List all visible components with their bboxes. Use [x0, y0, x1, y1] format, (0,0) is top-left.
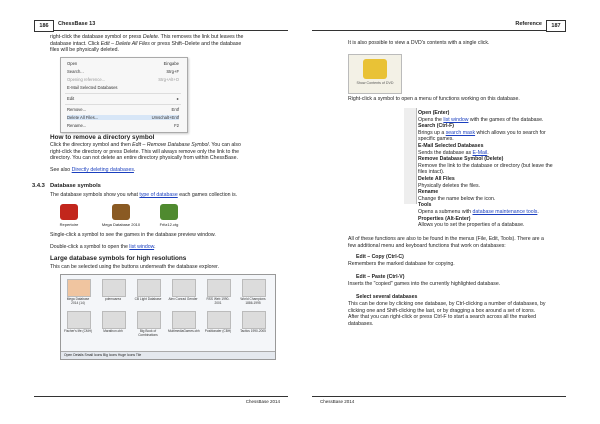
copy-text: Remembers the marked database for copying. — [348, 261, 455, 267]
paste-text: Inserts the "copied" games into the currently highlighted database. — [348, 281, 501, 287]
see-also-line: See also Directly deleting databases. — [50, 167, 136, 173]
right-page — [300, 0, 600, 424]
heading-copy: Edit – Copy (Ctrl-C) — [356, 254, 404, 260]
heading-paste: Edit – Paste (Ctrl-V) — [356, 274, 405, 280]
link-list-window[interactable]: list window — [443, 116, 469, 123]
page-number: 187 — [546, 20, 566, 32]
tile-label: Alex Conrad Gender — [168, 297, 198, 301]
remove-directory-paragraph: Click the directory symbol and then Edit – Remove Database Symbol. You can also right-click the directory or press Delete. This will always remove only the link to the directory. You can not delete an entire directory physically from within ChessBase. — [50, 142, 241, 162]
menu-item-remove[interactable]: Remove... Entf — [67, 107, 179, 112]
heading-large-symbols: Large database symbols for high resolutions — [50, 255, 187, 262]
double-click-text: Double-click a symbol to open the list window. — [50, 244, 156, 250]
database-tile-icon[interactable] — [172, 311, 196, 329]
tile-label: Tactics 1990-2005 — [240, 329, 266, 333]
icon-label: Mega Database 2010 — [101, 222, 141, 227]
single-click-text: Single-click a symbol to see the games in the database preview window. — [50, 232, 216, 238]
link-directly-deleting[interactable]: Directly deleting databases — [71, 167, 134, 173]
menu-item-search[interactable]: Search... Strg+F — [67, 69, 179, 74]
tile-label: Mega Database 2014 (14) — [66, 297, 90, 305]
section-title: Database symbols — [50, 183, 101, 189]
tile-label: MultimediaGames.cbh — [168, 329, 200, 333]
database-tile-icon[interactable] — [67, 279, 91, 297]
page-footer — [34, 396, 288, 405]
menu-item-email[interactable]: E-Mail Selected Databases — [67, 85, 118, 90]
symbols-paragraph: The database symbols show you what type of database each games collection is. — [50, 192, 238, 198]
page-header — [34, 20, 288, 31]
dvd-intro-text: It is also possible to view a DVD's contents with a single click. — [348, 40, 490, 46]
header-title: Reference — [515, 21, 542, 27]
database-tile-icon[interactable] — [102, 311, 126, 329]
heading-select-several: Select several databases — [356, 294, 418, 300]
tile-label: CB Light Database — [134, 297, 162, 301]
link-search-mask[interactable]: search mask — [445, 129, 476, 136]
database-tile-icon[interactable] — [242, 311, 266, 329]
function-list: Open (Enter) Opens the list window with the games of the database. Search (Ctrl-F) Brings up a search mask which allows you to search for specific games. E-Mail Selected Databases Sends the database as E-Mail. Remove Database Symbol (Delete) Remove the link to the database or directory (but leave the files intact). Delete All Files Physically deletes the files. Rename Change the name below the icon. Tools Opens a submenu with database maintenance tools. Properties (Alt-Enter) Allows you to set the properties of a database. — [418, 110, 553, 229]
intro-paragraph: right-click the database symbol or press Delete. This removes the link but leaves the database intact. Click Edit – Delete All Files or press Shift–Delete and the database files will be physically deleted. — [50, 34, 244, 54]
repertoire-database-icon[interactable] — [60, 204, 78, 220]
footer-text: ChessBase 2014 — [320, 399, 355, 404]
context-menu-strip — [404, 108, 417, 204]
tile-label: RSS Web 1990-2001 — [206, 297, 230, 305]
database-explorer-screenshot — [60, 274, 276, 360]
tile-label: Positionaler (CBH) — [204, 329, 232, 333]
show-dvd-contents-button[interactable] — [348, 54, 402, 94]
page-footer — [312, 396, 566, 405]
icon-label: Fritz12.ctg — [159, 222, 179, 227]
all-functions-paragraph: All of these functions are also to be found in the menus (File, Edit, Tools). There are a few additional menu and keyboard functions that work on databases: — [348, 236, 544, 249]
context-menu-screenshot — [60, 57, 188, 133]
tile-label: pdemoarea — [104, 297, 122, 301]
select-several-paragraph: This can be done by clicking one database, by Ctrl-clicking a number of databases, by clicking one and Shift-clicking the last, or by dragging a box around a set of icons. After that you can right-click or press Ctrl-F to start a search across all the marked databases. — [348, 301, 546, 327]
mega-database-icon[interactable] — [112, 204, 130, 220]
right-click-intro: Right-click a symbol to open a menu of functions working on this database. — [348, 96, 520, 102]
footer-text: ChessBase 2014 — [245, 399, 280, 404]
link-type-of-database[interactable]: type of database — [139, 192, 178, 198]
icon-label: Repertoire — [59, 222, 79, 227]
database-tile-icon[interactable] — [207, 279, 231, 297]
database-tile-icon[interactable] — [137, 311, 161, 329]
link-email[interactable]: E-Mail — [472, 149, 488, 156]
menu-item-delete-all-files[interactable]: Delete All Files... Umschalt+Entf — [67, 115, 179, 120]
database-tile-icon[interactable] — [102, 279, 126, 297]
tile-label: Marathon.cbh — [103, 329, 123, 333]
database-tile-icon[interactable] — [207, 311, 231, 329]
database-tile-icon[interactable] — [172, 279, 196, 297]
explorer-view-toolbar[interactable]: Open Details Small Icons Big Icons Huge Icons Tile — [61, 351, 275, 359]
page-number: 186 — [34, 20, 54, 32]
large-symbols-text: This can be selected using the buttons underneath the database explorer. — [50, 264, 219, 270]
fritz-book-icon[interactable] — [160, 204, 178, 220]
database-tile-icon[interactable] — [242, 279, 266, 297]
tile-label: Big Book of Combinations — [138, 329, 158, 337]
dvd-icon — [363, 59, 387, 79]
section-number: 3.4.3 — [32, 183, 45, 189]
menu-separator — [65, 93, 181, 94]
menu-item-edit[interactable]: Edit ▸ — [67, 96, 179, 101]
menu-item-open[interactable]: Open Eingabe — [67, 61, 179, 66]
database-tile-icon[interactable] — [137, 279, 161, 297]
menu-item-opening-reference[interactable]: Opening reference... Strg+Alt+O — [67, 77, 179, 82]
dvd-button-label: Show Contents of DVD — [356, 81, 394, 85]
menu-item-rename[interactable]: Rename... F2 — [67, 123, 179, 128]
menu-separator — [65, 104, 181, 105]
link-maintenance-tools[interactable]: database maintenance tools — [472, 208, 538, 215]
tile-label: Fischer's life (CMH) — [64, 329, 92, 333]
heading-remove-directory: How to remove a directory symbol — [50, 134, 155, 141]
page-header — [312, 20, 566, 31]
header-title: ChessBase 13 — [58, 21, 96, 27]
database-tile-icon[interactable] — [67, 311, 91, 329]
link-list-window[interactable]: list window — [129, 244, 155, 250]
tile-label: World Champions 1886-1995 — [240, 297, 266, 305]
